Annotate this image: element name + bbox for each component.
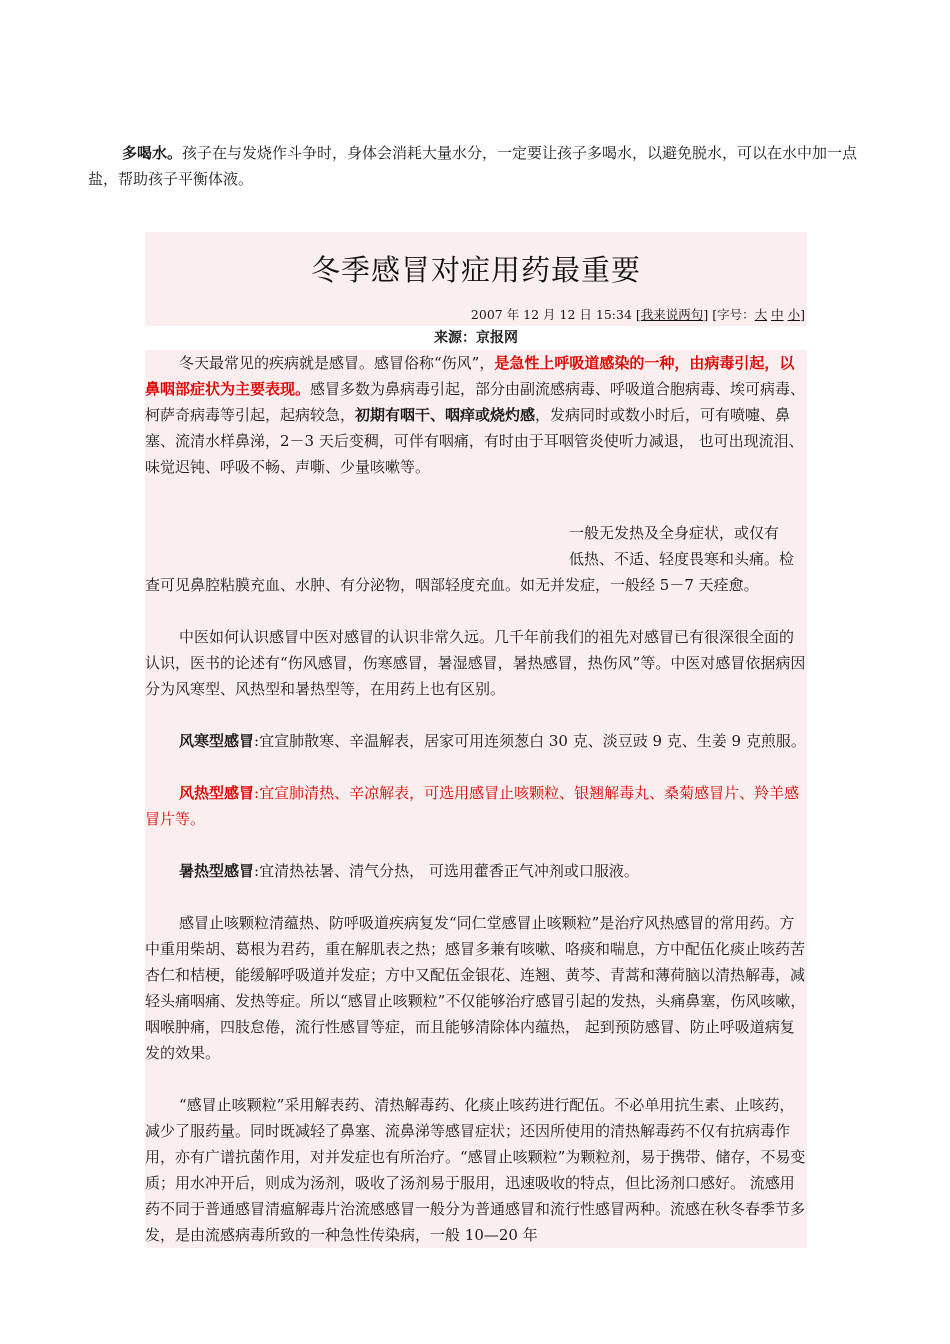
article-datetime: 2007 年 12 月 12 日 15:34: [470, 307, 632, 322]
intro-paragraph: [88, 140, 864, 192]
font-size-small-link[interactable]: 小: [787, 307, 801, 322]
paragraph-8: “感冒止咳颗粒”采用解表药、清热解毒药、化痰止咳药进行配伍。不必单用抗生素、止咳药，减少了服药量。同时既减轻了鼻塞、流鼻涕等感冒症状；还因所使用的清热解毒药不仅有抗病毒作用，亦有广谱抗菌作用，对并发症也有所治疗。“感冒止咳颗粒”为颗粒剂，易于携带、储存，不易变质；用水冲开后，则成为汤剂，吸收了汤剂易于服用，迅速吸收的特点，但比汤剂口感好。 流感用药不同于普通感冒清瘟解毒片治流感感冒一般分为普通感冒和流行性感冒两种。流感在秋冬春季节多发，是由流感病毒所致的一种急性传染病，一般 10—20 年: [145, 1096, 806, 1244]
paragraph-1: 冬天最常见的疾病就是感冒。感冒俗称“伤风”，是急性上呼吸道感染的一种，由病毒引起，以鼻咽部症状为主要表现。感冒多数为鼻病毒引起，部分由副流感病毒、呼吸道合胞病毒、埃可病毒、柯萨奇病毒等引起，起病较急，初期有咽干、咽痒或烧灼感，发病同时或数小时后，可有喷嚏、鼻塞、流清水样鼻涕，2－3 天后变稠，可伴有咽痛，有时由于耳咽管炎使听力减退， 也可出现流泪、味觉迟钝、呼吸不畅、声嘶、少量咳嗽等。: [145, 354, 806, 476]
font-size-medium-link[interactable]: 中: [771, 307, 784, 322]
paragraph-6: 暑热型感冒:宜清热祛暑、清气分热， 可选用藿香正气冲剂或口服液。: [179, 862, 639, 880]
font-size-label: 字号：: [717, 307, 755, 322]
font-size-large-link[interactable]: 大: [754, 307, 768, 322]
article-title: 冬季感冒对症用药最重要: [310, 252, 641, 287]
paragraph-5: 风热型感冒:宜宣肺清热、辛凉解表，可选用感冒止咳颗粒、银翘解毒丸、桑菊感冒片、羚羊感冒片等。: [145, 784, 800, 828]
intro-text: 孩子在与发烧作斗争时，身体会消耗大量水分，一定要让孩子多喝水，以避免脱水，可以在水中加一点盐，帮助孩子平衡体液。: [88, 144, 858, 188]
article: [145, 232, 807, 1248]
article-content: [145, 350, 807, 1248]
paragraph-2-rest: 查可见鼻腔粘膜充血、水肿、有分泌物，咽部轻度充血。如无并发症，一般经 5－7 天痊愈。: [145, 576, 759, 594]
paragraph-3: 中医如何认识感冒中医对感冒的认识非常久远。几千年前我们的祖先对感冒已有很深很全面的认识，医书的论述有“伤风感冒，伤寒感冒，暑湿感冒，暑热感冒，热伤风”等。中医对感冒依据病因分为风寒型、风热型和暑热型等，在用药上也有区别。: [145, 628, 806, 698]
intro-lead: 多喝水。: [122, 144, 183, 162]
paragraph-2-line-1: 一般无发热及全身症状，或仅有: [569, 524, 780, 542]
article-source: 来源：京报网: [434, 330, 518, 346]
paragraph-4: 风寒型感冒:宜宣肺散寒、辛温解表，居家可用连须葱白 30 克、淡豆豉 9 克、生姜 9 克煎服。: [179, 732, 806, 750]
paragraph-7: 感冒止咳颗粒清蕴热、防呼吸道疾病复发“同仁堂感冒止咳颗粒”是治疗风热感冒的常用药。方中重用柴胡、葛根为君药，重在解肌表之热；感冒多兼有咳嗽、咯痰和喘息，方中配伍化痰止咳药苦杏仁和桔梗，能缓解呼吸道并发症；方中又配伍金银花、连翘、黄芩、青蒿和薄荷脑以清热解毒，减轻头痛咽痛、发热等症。所以“感冒止咳颗粒”不仅能够治疗感冒引起的发热，头痛鼻塞，伤风咳嗽，咽喉肿痛，四肢怠倦，流行性感冒等症，而且能够清除体内蕴热， 起到预防感冒、防止呼吸道病复发的效果。: [145, 914, 806, 1062]
comment-link[interactable]: 我来说两句: [640, 307, 704, 322]
title-box: [145, 232, 807, 304]
paragraph-2-line-2: 低热、不适、轻度畏寒和头痛。检: [569, 550, 795, 568]
article-meta: 2007 年 12 月 12 日 15:34 [我来说两句] [字号：大 中 小]: [145, 304, 807, 326]
